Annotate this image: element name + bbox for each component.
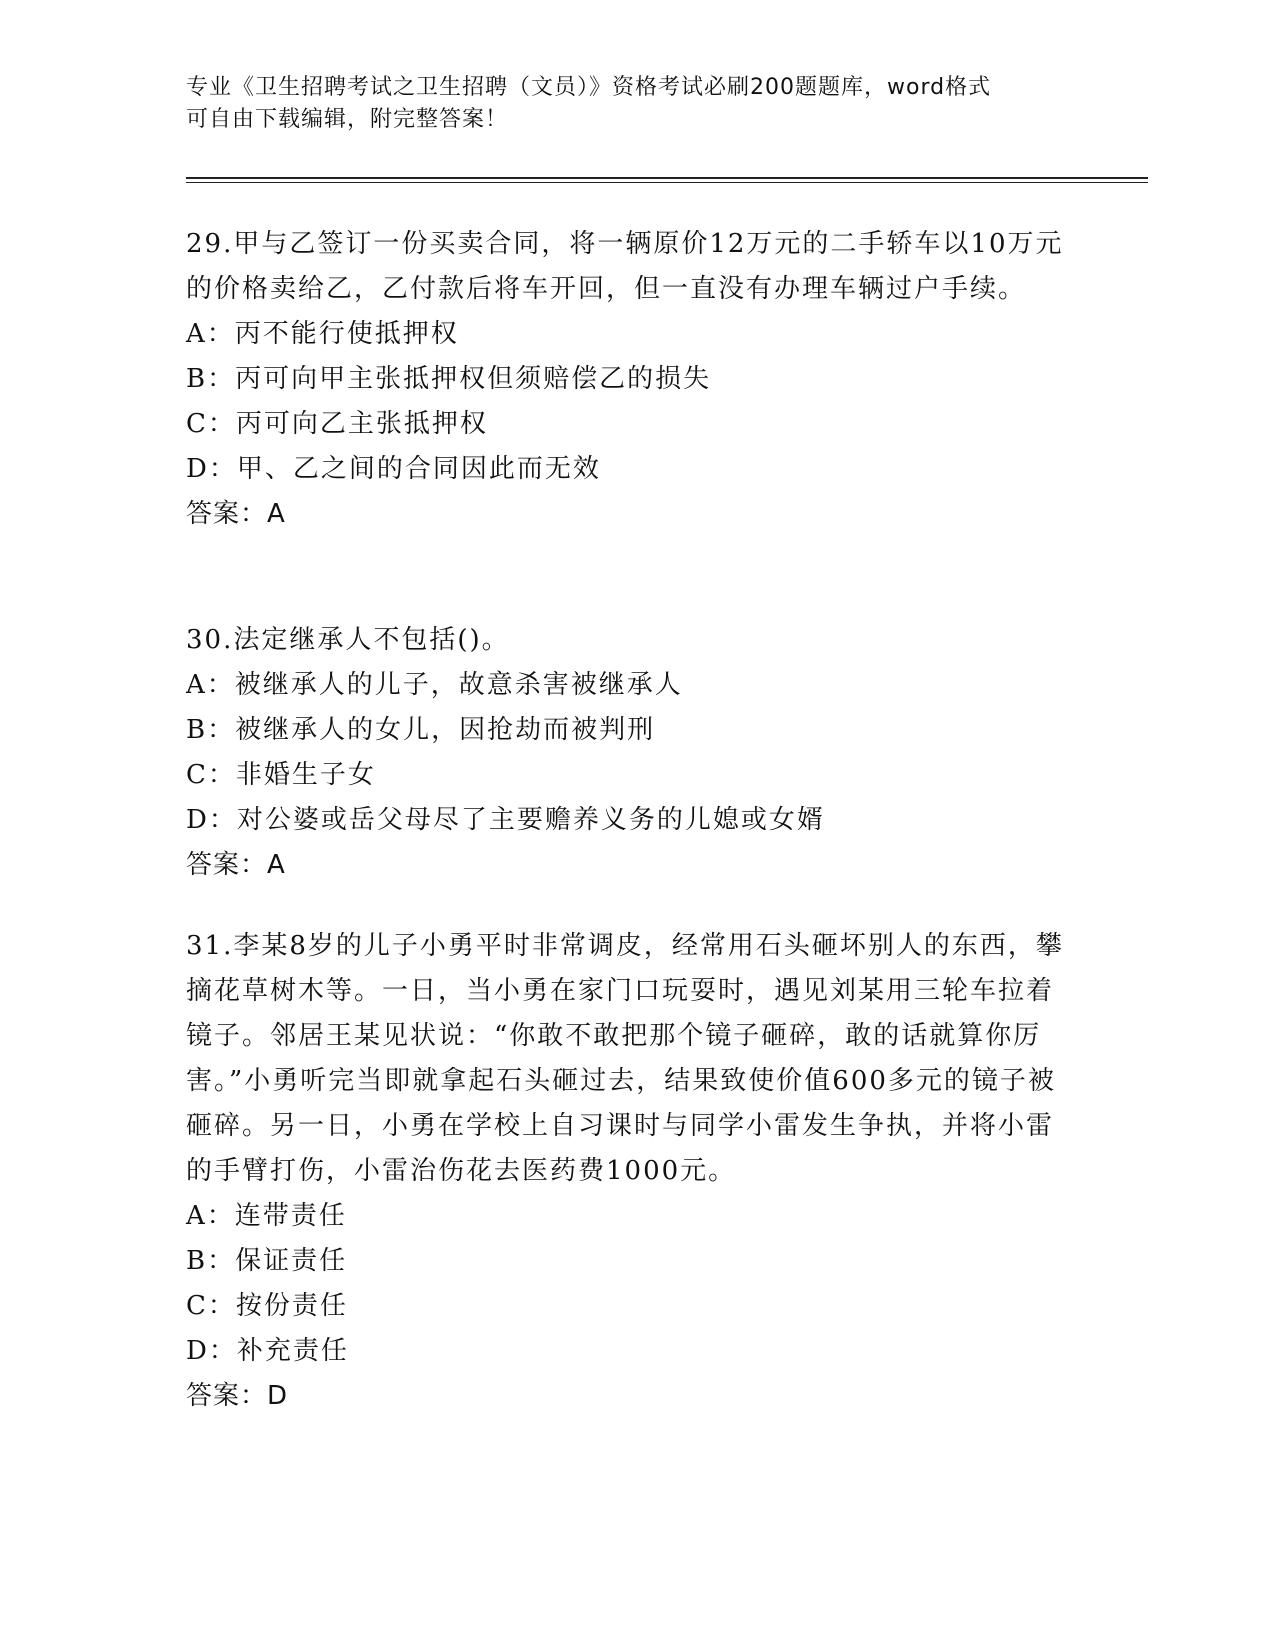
header-divider-thin <box>186 182 1148 183</box>
question-30 <box>186 618 1066 888</box>
option-b: B：丙可向甲主张抵押权但须赔偿乙的损失 <box>186 364 712 394</box>
option-c: C：非婚生子女 <box>186 760 376 790</box>
answer: 答案：A <box>186 850 286 880</box>
option-d: D：甲、乙之间的合同因此而无效 <box>186 454 601 484</box>
option-c: C：丙可向乙主张抵押权 <box>186 409 488 439</box>
question-29 <box>186 222 1066 537</box>
option-d: D：对公婆或岳父母尽了主要赡养义务的儿媳或女婿 <box>186 805 825 835</box>
question-stem: 29.甲与乙签订一份买卖合同，将一辆原价12万元的二手轿车以10万元的价格卖给乙，乙付款后将车开回，但一直没有办理车辆过户手续。 <box>186 229 1064 304</box>
option-a: A：丙不能行使抵押权 <box>186 319 459 349</box>
option-a: A：连带责任 <box>186 1201 347 1231</box>
header-line-2: 可自由下载编辑，附完整答案！ <box>186 107 509 132</box>
option-b: B：被继承人的女儿，因抢劫而被判刑 <box>186 715 656 745</box>
document-header <box>186 72 1086 136</box>
question-stem: 31.李某8岁的儿子小勇平时非常调皮，经常用石头砸坏别人的东西，攀摘花草树木等。一日，当小勇在家门口玩耍时，遇见刘某用三轮车拉着镜子。邻居王某见状说：“你敢不敢把那个镜子砸碎，敢的话就算你厉害。”小勇听完当即就拿起石头砸过去，结果致使价值600多元的镜子被砸碎。另一日，小勇在学校上自习课时与同学小雷发生争执，并将小雷的手臂打伤，小雷治伤花去医药费1000元。 <box>186 931 1064 1186</box>
header-divider-thick <box>186 177 1148 179</box>
option-d: D：补充责任 <box>186 1336 349 1366</box>
question-31 <box>186 924 1066 1419</box>
option-a: A：被继承人的儿子，故意杀害被继承人 <box>186 670 683 700</box>
header-line-1: 专业《卫生招聘考试之卫生招聘（文员）》资格考试必刷200题题库，word格式 <box>186 75 992 100</box>
answer: 答案：D <box>186 1381 289 1411</box>
question-stem: 30.法定继承人不包括()。 <box>186 625 510 655</box>
option-c: C：按份责任 <box>186 1291 348 1321</box>
answer: 答案：A <box>186 499 286 529</box>
option-b: B：保证责任 <box>186 1246 348 1276</box>
